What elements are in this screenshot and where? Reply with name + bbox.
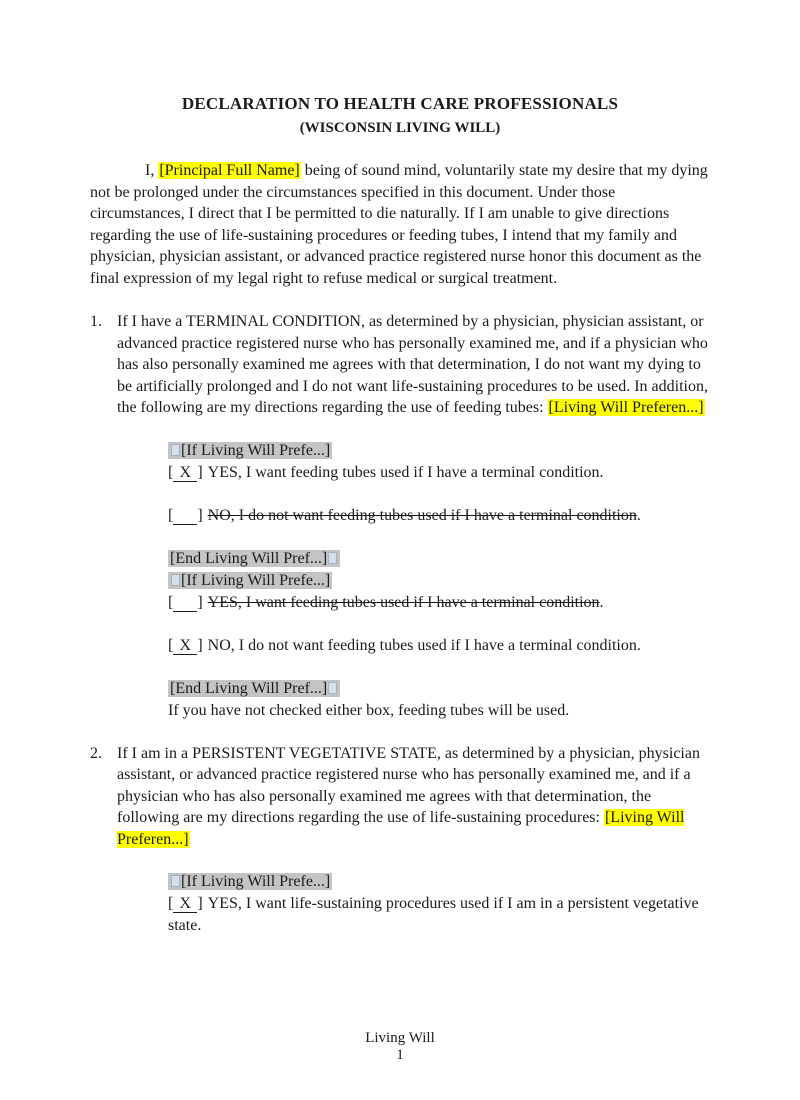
content-control-if-tag-1[interactable]: [If Living Will Prefe...] xyxy=(168,442,332,459)
checkbox-no-terminal[interactable]: [ X ] xyxy=(168,636,203,654)
no-terminal-struck-line: [ ] NO, I do not want feeding tubes used if I have a terminal condition. xyxy=(168,506,641,524)
no-terminal-checked-line xyxy=(168,635,710,657)
yes-vegetative-label: YES, I want life-sustaining procedures used if I am in a persistent vegetative state. xyxy=(168,895,699,934)
content-control-if-tag-2[interactable]: [If Living Will Prefe...] xyxy=(168,572,332,589)
checkbox-yes-terminal[interactable]: [ X ] xyxy=(168,463,203,481)
end-tag-line-1 xyxy=(168,548,710,570)
checkbox-yes-vegetative[interactable]: [ X ] xyxy=(168,895,203,912)
checkbox-mark-blank xyxy=(173,594,197,612)
content-control-icon xyxy=(171,574,180,586)
if-tag-line-3 xyxy=(168,871,710,893)
no-terminal-label: NO, I do not want feeding tubes used if I have a terminal condition. xyxy=(207,636,641,654)
yes-terminal-checked-line xyxy=(168,462,710,484)
if-tag-line-2 xyxy=(168,570,710,592)
content-control-end-tag-1[interactable]: [End Living Will Pref...] xyxy=(168,550,340,567)
list-item-1 xyxy=(90,311,710,419)
feeding-tubes-default-note: If you have not checked either box, feeding tubes will be used. xyxy=(168,701,570,719)
checkbox-mark-blank xyxy=(173,507,197,525)
document-title xyxy=(90,92,710,140)
footer-page-number: 1 xyxy=(396,1047,404,1063)
title-subtitle: (WISCONSIN LIVING WILL) xyxy=(299,120,501,136)
checkbox-mark-checked: X xyxy=(173,895,197,913)
content-control-icon xyxy=(328,682,337,694)
living-will-preference-field-2[interactable]: [Living Will Preferen...] xyxy=(117,809,685,848)
living-will-preference-field-1[interactable]: [Living Will Preferen...] xyxy=(548,399,704,416)
blank-line xyxy=(168,484,710,505)
no-terminal-label-struck: NO, I do not want feeding tubes used if I have a terminal condition xyxy=(207,506,637,524)
yes-terminal-label: YES, I want feeding tubes used if I have a terminal condition. xyxy=(207,463,604,481)
item1-options-block xyxy=(168,440,710,722)
footer-doc-label: Living Will xyxy=(365,1030,435,1046)
content-control-icon xyxy=(328,552,337,564)
checkbox-no-terminal-blank[interactable]: [ ] xyxy=(168,506,203,524)
intro-paragraph xyxy=(90,160,710,289)
page-footer xyxy=(0,1030,800,1064)
list-item-2-text: If I am in a PERSISTENT VEGETATIVE STATE, as determined by a physician, physician assistant, or advanced practice registered nurse who has personally examined me, and if a physician who has also personally examined me agrees with that determination, the following are my directions regarding the use of life-sustaining procedures: [Living Will Preferen...] xyxy=(117,744,700,848)
yes-terminal-label-struck: YES, I want feeding tubes used if I have a terminal condition xyxy=(207,593,600,611)
end-tag-line-2 xyxy=(168,678,710,700)
if-tag-line-1 xyxy=(168,440,710,462)
blank-line xyxy=(168,657,710,678)
list-item-1-number: 1. xyxy=(90,313,102,330)
blank-line xyxy=(168,527,710,548)
blank-line xyxy=(168,614,710,635)
checkbox-yes-terminal-blank[interactable]: [ ] xyxy=(168,593,203,611)
intro-rest: being of sound mind, voluntarily state my desire that my dying not be prolonged under the circumstances specified in this document. Under those circumstances, I direct that I be permitted to die naturally. If I am unable to give directions regarding the use of life-sustaining procedures or feeding tubes, I intend that my family and physician, physician assistant, or advanced practice registered nurse honor this document as the final expression of my legal right to refuse medical or surgical treatment. xyxy=(90,162,708,287)
content-control-icon xyxy=(171,875,180,887)
content-control-icon xyxy=(171,444,180,456)
content-control-if-tag-3[interactable]: [If Living Will Prefe...] xyxy=(168,873,332,890)
title-main: DECLARATION TO HEALTH CARE PROFESSIONALS xyxy=(181,94,619,113)
intro-lead: I, xyxy=(145,162,159,179)
yes-terminal-struck-line: [ ] YES, I want feeding tubes used if I have a terminal condition. xyxy=(168,593,604,611)
list-item-1-text: If I have a TERMINAL CONDITION, as determined by a physician, physician assistant, or advanced practice registered nurse who has personally examined me, and if a physician who has also personally examined me agrees with that determination, I do not want my dying to be artificially prolonged and I do not want life-sustaining procedures to be used. In addition, the following are my directions regarding the use of feeding tubes: [Living Will Preferen...] xyxy=(117,313,708,416)
principal-name-field[interactable]: [Principal Full Name] xyxy=(159,162,300,179)
list-item-2-number: 2. xyxy=(90,744,102,762)
checkbox-mark-checked: X xyxy=(173,637,197,655)
list-item-2 xyxy=(90,743,710,851)
item2-options-block xyxy=(168,871,710,937)
yes-vegetative-checked-line xyxy=(168,893,710,937)
content-control-end-tag-2[interactable]: [End Living Will Pref...] xyxy=(168,680,340,697)
checkbox-mark-checked: X xyxy=(173,464,197,482)
